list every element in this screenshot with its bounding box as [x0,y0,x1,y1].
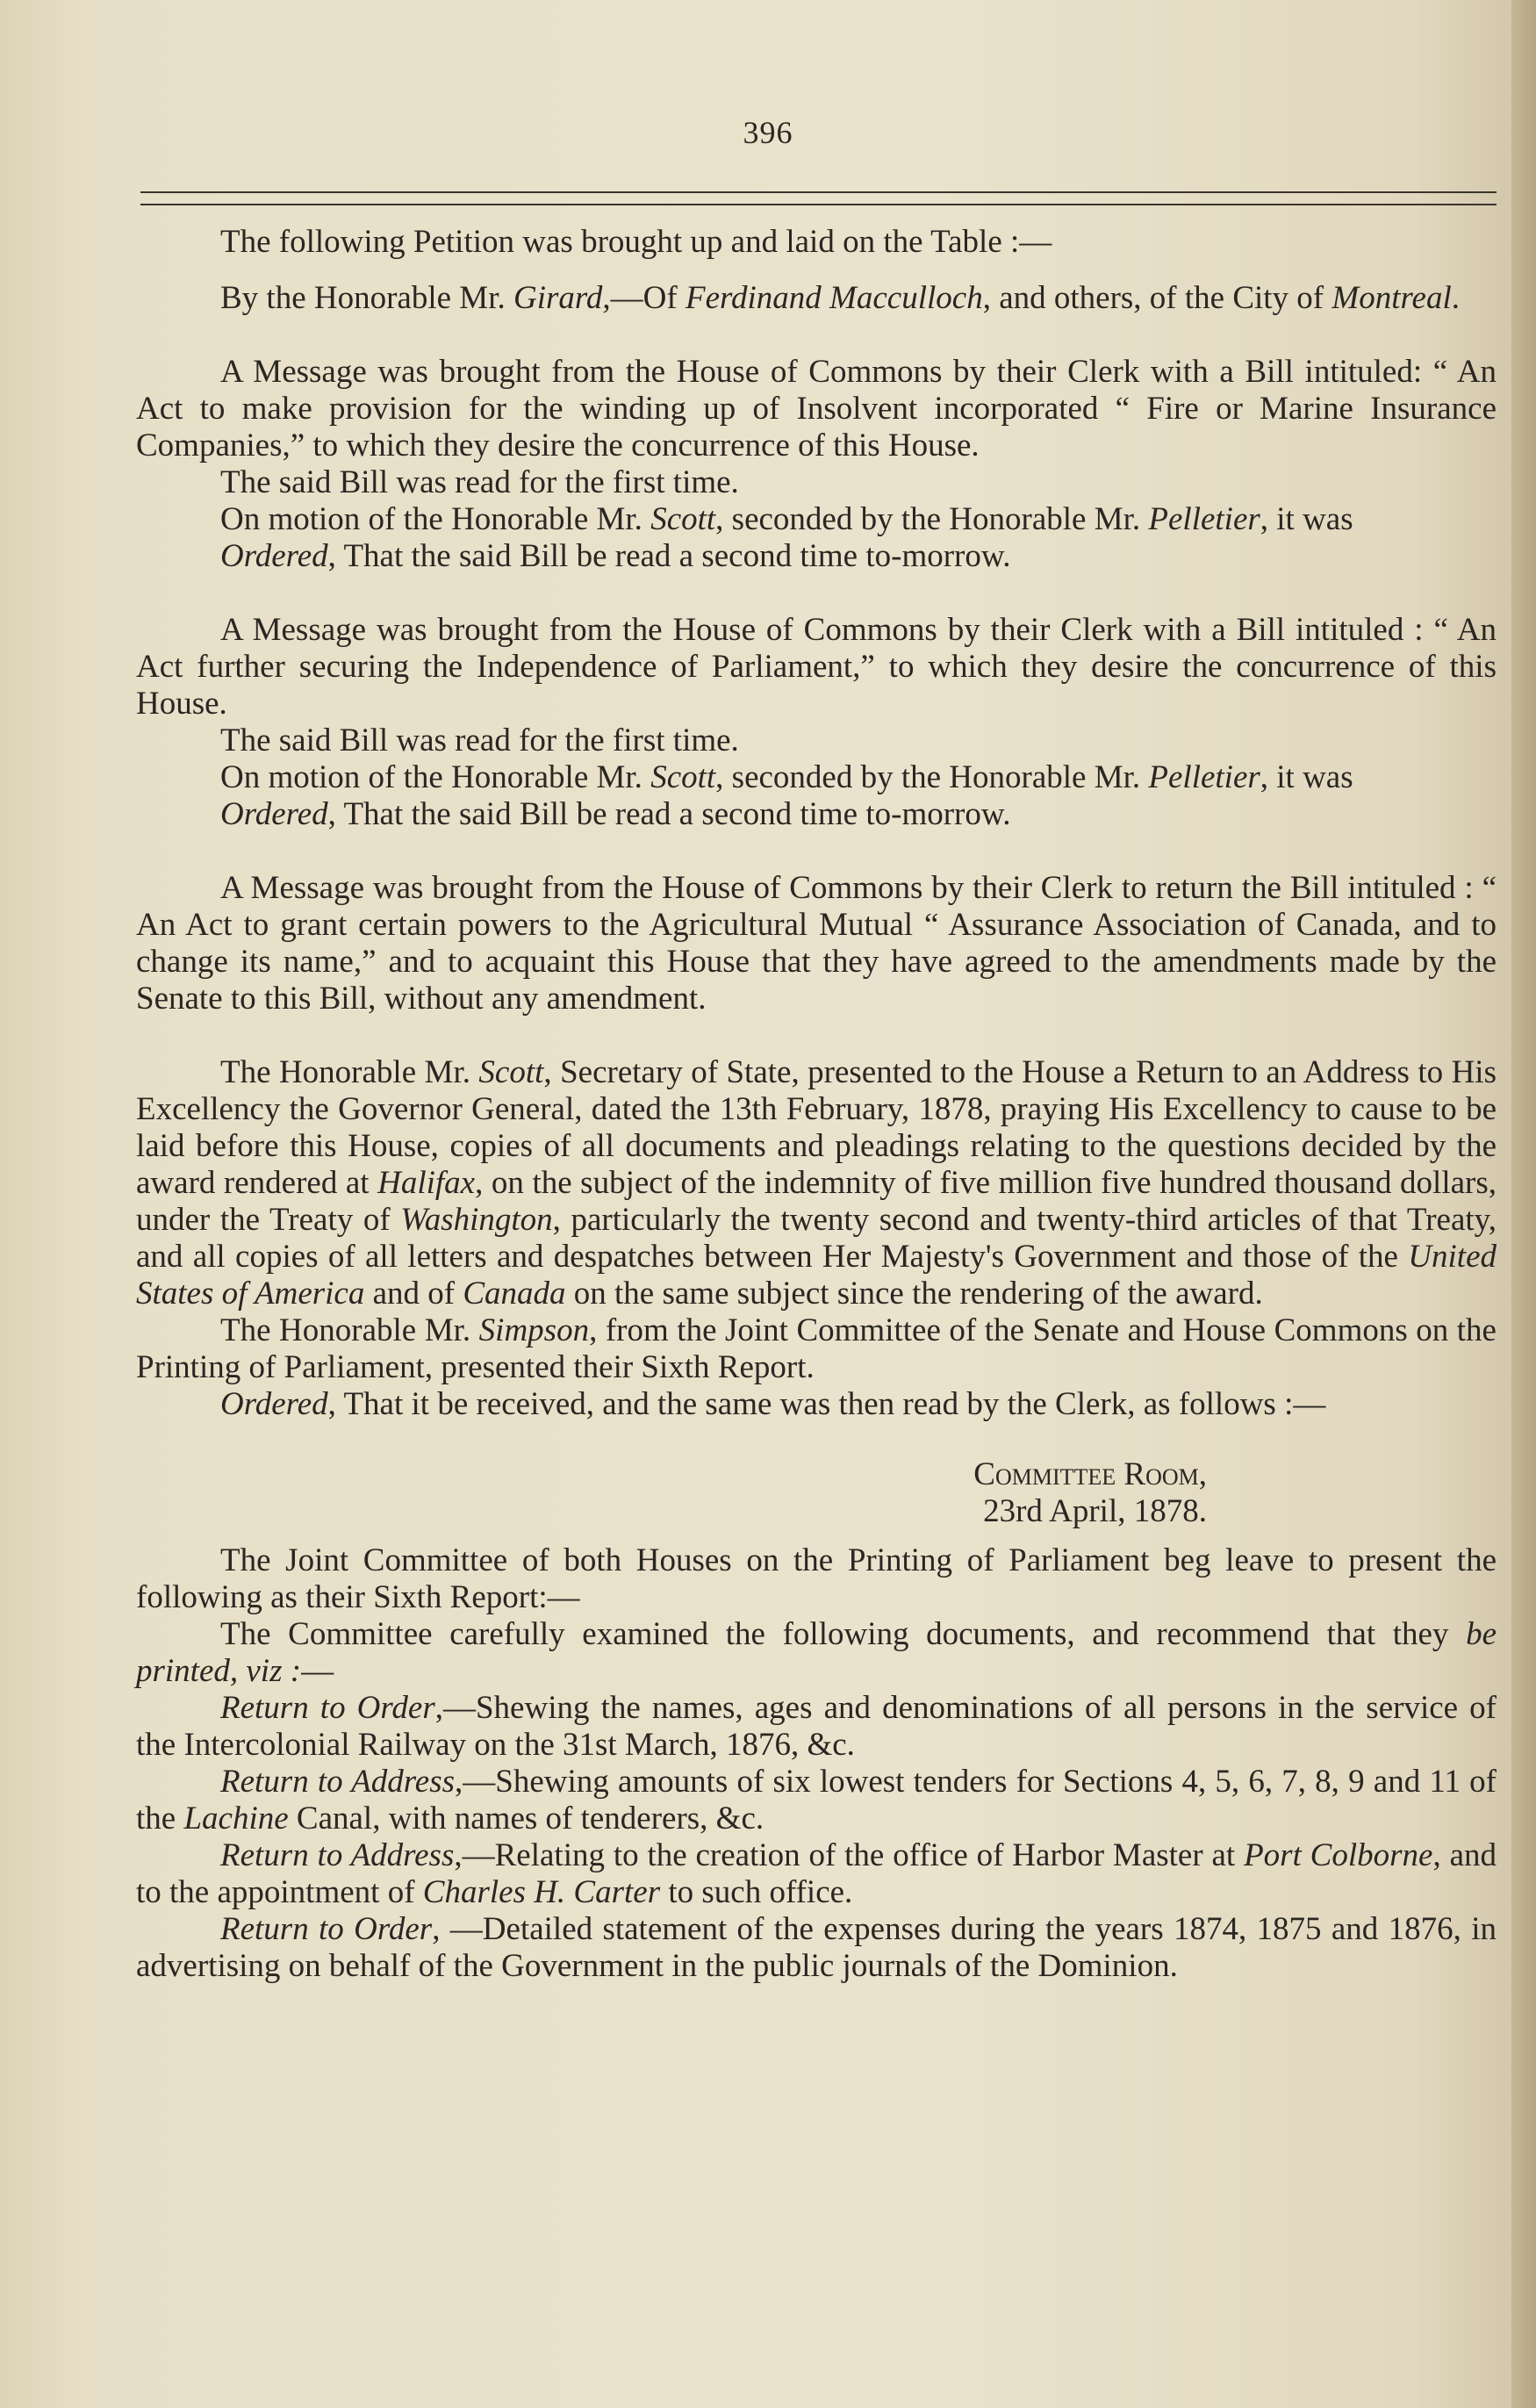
report-item: Return to Address,—Relating to the creation of the office of Harbor Master at Port Colborne, and to the appointment of Charles H. Carter to such office. [136,1837,1497,1910]
report-item-label: Return to Order [220,1911,433,1947]
place-name: Washington [400,1202,553,1238]
ordered-label: Ordered [220,538,328,574]
committee-room-heading: Committee Room, [973,1456,1207,1492]
report-body-paragraph: The Committee carefully examined the following documents, and recommend that they be printed, viz :— [136,1616,1497,1689]
order-paragraph: Ordered, That the said Bill be read a second time to-morrow. [220,538,1011,574]
order-paragraph: Ordered, That the said Bill be read a second time to-morrow. [220,796,1011,832]
ordered-label: Ordered [220,796,328,832]
report-paragraph: The Honorable Mr. Simpson, from the Joint Committee of the Senate and House Commons on the Printing of Parliament, presented their Sixth Report. [136,1312,1497,1385]
mover-name: Scott [650,759,716,795]
first-reading-paragraph: The said Bill was read for the first time. [220,464,739,500]
report-body-paragraph: The Joint Committee of both Houses on the Printing of Parliament beg leave to present the following as their Sixth Report:— [136,1542,1497,1615]
petition-entry: By the Honorable Mr. Girard,—Of Ferdinand Macculloch, and others, of the City of Montreal. [220,280,1460,316]
report-item: Return to Address,—Shewing amounts of six lowest tenders for Sections 4, 5, 6, 7, 8, 9 and 11 of the Lachine Canal, with names of tenderers, &c. [136,1764,1497,1837]
report-item: Return to Order,—Shewing the names, ages and denominations of all persons in the service of the Intercolonial Railway on the 31st March, 1876, &c. [136,1690,1497,1763]
first-reading-paragraph: The said Bill was read for the first time. [220,722,739,758]
order-paragraph: Ordered, That it be received, and the same was then read by the Clerk, as follows :— [220,1386,1326,1422]
report-item-label: Return to Address [220,1837,455,1873]
mover-name: Scott [650,501,716,537]
report-item-label: Return to Address [220,1764,456,1800]
return-paragraph: The Honorable Mr. Scott, Secretary of State, presented to the House a Return to an Address to His Excellency the Governor General, dated the 13th February, 1878, praying His Excellency to cause to be laid before this House, copies of all documents and pleadings relating to the questions decided by the award rendered at Halifax, on the subject of the indemnity of five million five hundred thousand dollars, under the Treaty of Washington, particularly the twenty second and twenty-third articles of that Treaty, and all copies of all letters and despatches between Her Majesty's Government and those of the United States of America and of Canada on the same subject since the rendering of the award. [136,1054,1497,1312]
committee-date: 23rd April, 1878. [983,1493,1207,1529]
adjacent-page-edge [1511,0,1536,2408]
seconder-name: Pelletier [1148,501,1260,537]
seconder-name: Pelletier [1148,759,1260,795]
mover-name: Girard [513,280,603,316]
place-name: United States of America [136,1239,1497,1312]
petitioner-name: Ferdinand Macculloch [685,280,983,316]
report-item: Return to Order, —Detailed statement of the expenses during the years 1874, 1875 and 1876, in advertising on behalf of the Government in the public journals of the Dominion. [136,1911,1497,1984]
petition-intro: The following Petition was brought up and laid on the Table :— [220,224,1052,260]
report-item-label: Return to Order [220,1690,435,1726]
motion-paragraph: On motion of the Honorable Mr. Scott, seconded by the Honorable Mr. Pelletier, it was [220,501,1353,537]
ordered-label: Ordered [220,1386,328,1422]
header-double-rule [140,191,1497,205]
message-paragraph: A Message was brought from the House of Commons by their Clerk with a Bill intituled : “ An Act further securing the Independence of Parliament,” to which they desire the concurrence of this House. [136,612,1497,722]
document-body [136,224,1497,1985]
motion-paragraph: On motion of the Honorable Mr. Scott, seconded by the Honorable Mr. Pelletier, it was [220,759,1353,795]
message-paragraph: A Message was brought from the House of Commons by their Clerk to return the Bill intituled : “ An Act to grant certain powers to the Agricultural Mutual “ Assurance Association of Canada, and to change its name,” and to acquaint this House that they have agreed to the amendments made by the Senate to this Bill, without any amendment. [136,870,1497,1017]
mover-name: Scott [478,1054,544,1090]
place-name: Montreal [1331,280,1452,316]
place-name: Halifax [377,1165,476,1201]
mover-name: Simpson [478,1312,590,1348]
place-name: Canada [463,1276,566,1312]
message-paragraph: A Message was brought from the House of Commons by their Clerk with a Bill intituled: “ An Act to make provision for the winding up of Insolvent incorporated “ Fire or Marine Insurance Companies,” to which they desire the concurrence of this House. [136,354,1497,464]
page-number: 396 [743,115,793,150]
